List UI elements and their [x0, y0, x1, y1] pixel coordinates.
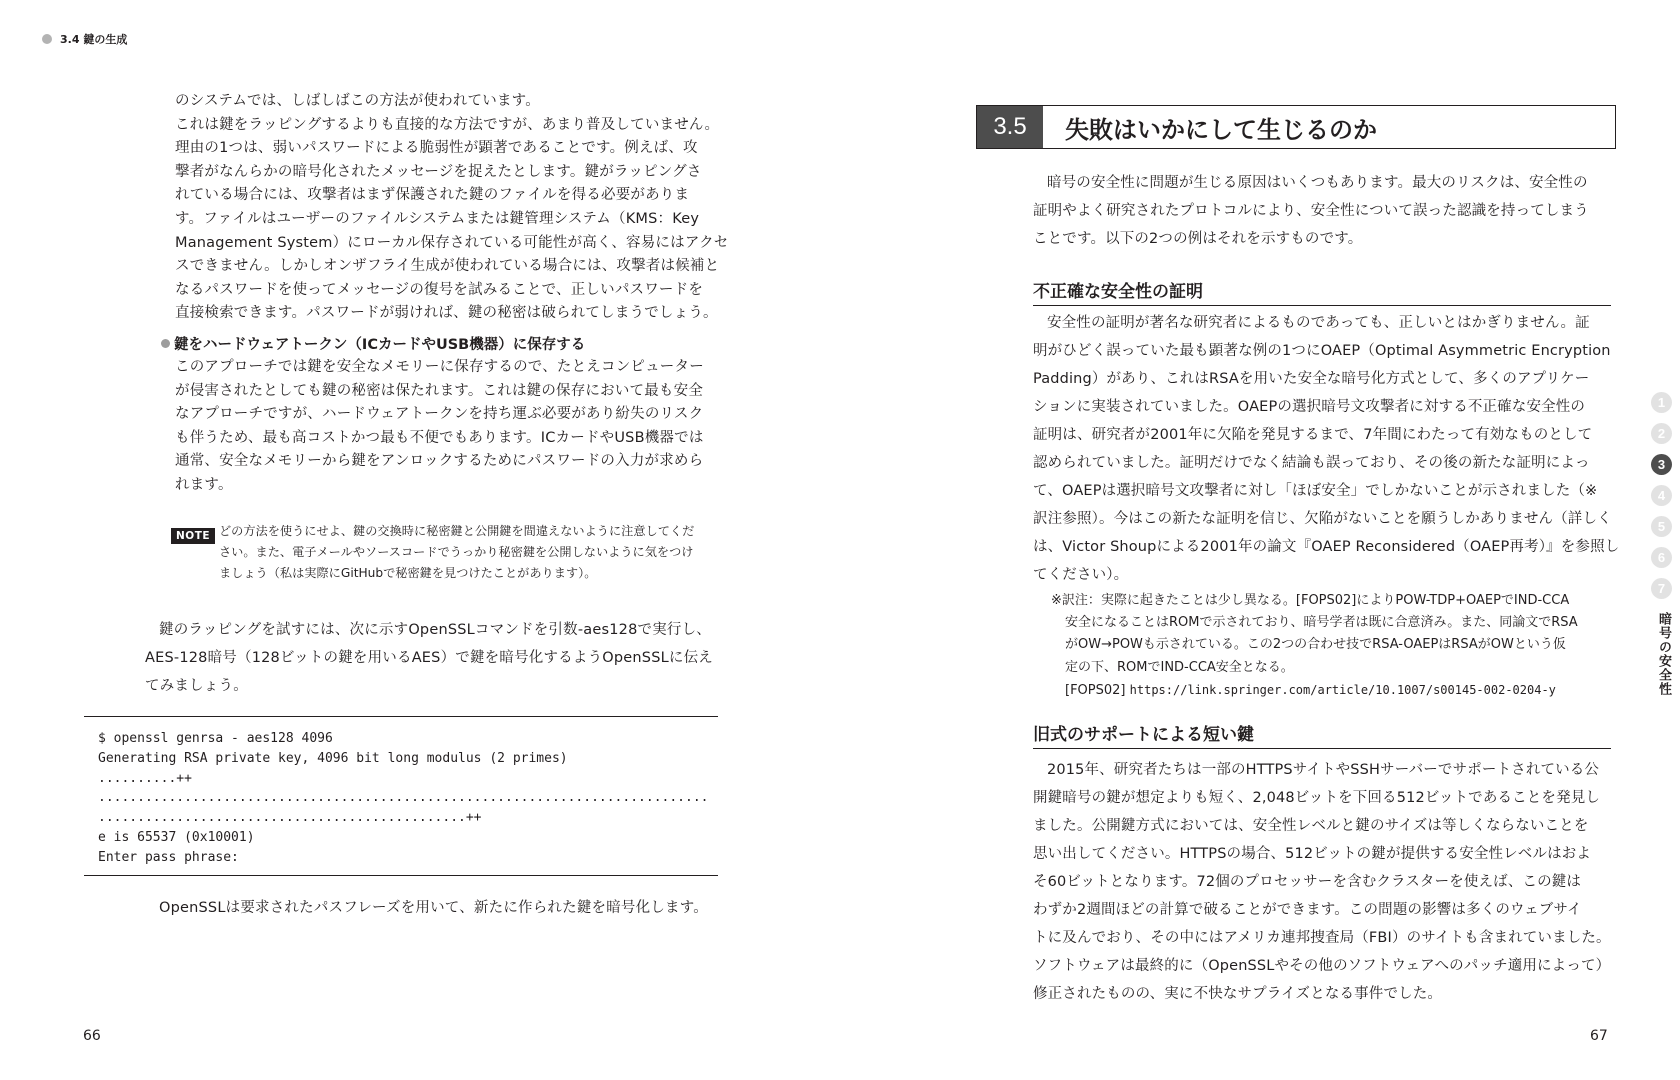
text-line: が侵害されたとしても鍵の秘密は保たれます。これは鍵の保存において最も安全 [175, 382, 704, 399]
paragraph-wrapping-test [145, 616, 713, 700]
text-line: は、Victor Shoupによる2001年の論文『OAEP Reconsidered（OAEP再考）』を参照し [1033, 539, 1620, 555]
text-line: れている場合には、攻撃者はまず保護された鍵のファイルを得る必要がありま [175, 187, 690, 204]
bullet-heading [161, 333, 585, 354]
chapter-tab-7[interactable]: 7 [1651, 578, 1672, 599]
text-line: のシステムでは、しばしばこの方法が使われています。 [175, 93, 540, 109]
code-line: e is 65537 (0x10001) [98, 829, 255, 845]
text-line: 明がひどく誤っていた最も顕著な例の1つにOAEP（Optimal Asymmetric Encryption [1033, 343, 1611, 359]
bullet-circle-icon [161, 339, 170, 348]
text-line: 思い出してください。HTTPSの場合、512ビットの鍵が提供する安全性レベルはおよ [1033, 846, 1592, 862]
footnote-reference [1051, 679, 1578, 702]
note-line: どの方法を使うにせよ、鍵の交換時に秘密鍵と公開鍵を間違えないように注意してくだ [219, 524, 695, 538]
page-number-left: 66 [83, 1028, 101, 1044]
text-line: 直接検索できます。パスワードが弱ければ、鍵の秘密は破られてしまうでしょう。 [175, 305, 718, 322]
subheading-incorrect-proofs: 不正確な安全性の証明 [1033, 277, 1611, 306]
note-line: ましょう（私は実際にGitHubで秘密鍵を見つけたことがあります）。 [219, 566, 597, 580]
text-line: てみましょう。 [145, 678, 248, 694]
text-line: ました。公開鍵方式においては、安全性レベルと鍵のサイズは等しくならないことを [1033, 818, 1589, 834]
text-line: 通常、安全なメモリーから鍵をアンロックするためにパスワードの入力が求めら [175, 453, 704, 470]
code-line: Enter pass phrase: [98, 849, 239, 865]
note-line: さい。また、電子メールやソースコードでうっかり秘密鍵を公開しないように気をつけ [219, 545, 694, 559]
text-line: 鍵のラッピングを試すには、次に示すOpenSSLコマンドを引数-aes128で実行し、 [159, 622, 712, 638]
chapter-tab-6[interactable]: 6 [1651, 547, 1672, 568]
text-line: 証明やよく研究されたプロトコルにより、安全性について誤った認識を持ってしまう [1033, 203, 1589, 219]
section-number: 3.5 [977, 106, 1043, 148]
text-line: 訳注参照）。今はこの新たな証明を信じ、欠陥がないことを願うしかありません（詳しく [1033, 511, 1612, 527]
text-line: このアプローチでは鍵を安全なメモリーに保存するので、たとえコンピューター [175, 359, 704, 375]
code-block [84, 716, 718, 876]
chapter-tab-2[interactable]: 2 [1651, 423, 1672, 444]
text-line: 理由の1つは、弱いパスワードによる脆弱性が顕著であることです。例えば、攻 [175, 140, 698, 157]
paragraph-openssl-result: OpenSSLは要求されたパスフレーズを用いて、新たに作られた鍵を暗号化します。 [159, 900, 708, 916]
text-line: Management System）にローカル保存されている可能性が高く、容易にはアクセ [175, 234, 729, 251]
text-line: 安全性の証明が著名な研究者によるものであっても、正しいとはかぎりません。証 [1047, 315, 1590, 331]
note-badge: NOTE [171, 528, 215, 544]
text-line: 証明は、研究者が2001年に欠陥を発見するまで、7年間にわたって有効なものとして [1033, 427, 1593, 443]
section-reference [42, 31, 127, 47]
text-line: トに及んでおり、その中にはアメリカ連邦捜査局（FBI）のサイトも含まれていました。 [1033, 930, 1611, 946]
translator-footnote [1051, 590, 1578, 702]
footnote-line: ※訳注：実際に起きたことは少し異なる。[FOPS02]によりPOW-TDP+OAEPでIND-CCA [1051, 593, 1570, 608]
text-line: わずか2週間ほどの計算で破ることができます。この問題の影響は多くのウェブサイ [1033, 902, 1582, 918]
paragraph-short-keys [1033, 756, 1611, 1008]
footnote-url[interactable]: https://link.springer.com/article/10.1007/s00145-002-0204-y [1129, 682, 1556, 697]
text-line: す。ファイルはユーザーのファイルシステムまたは鍵管理システム（KMS：Key [175, 210, 700, 227]
footnote-line: がOW→POWも示されている。この2つの合わせ技でRSA-OAEPはRSAがOWという仮 [1065, 637, 1566, 653]
paragraph-key-derivation [175, 90, 728, 326]
text-line: て、OAEPは選択暗号文攻撃者に対し「ほぼ安全」でしかないことが示されました（※ [1033, 483, 1598, 499]
chapter-label: 暗号の安全性 [1656, 612, 1671, 696]
text-line: も伴うため、最も高コストかつ最も不便でもあります。ICカードやUSB機器では [175, 429, 704, 446]
chapter-tabs [1651, 392, 1672, 599]
paragraph-hardware-token [175, 356, 704, 498]
note-box [171, 524, 215, 543]
text-line: スできません。しかしオンザフライ生成が使われている場合には、攻撃者は候補と [175, 258, 720, 275]
text-line: てください）。 [1033, 567, 1129, 583]
footnote-ref-label: [FOPS02] [1065, 682, 1126, 698]
section-intro [1033, 169, 1589, 253]
code-line: ..........++ [98, 770, 192, 786]
text-line: ソフトウェアは最終的に（OpenSSLやその他のソフトウェアへのパッチ適用によって） [1033, 958, 1611, 974]
text-line: 修正されたものの、実に不快なサプライズとなる事件でした。 [1033, 986, 1443, 1002]
bullet-circle-icon [42, 34, 52, 44]
text-line: 開鍵暗号の鍵が想定よりも短く、2,048ビットを下回る512ビットであることを発見し [1033, 790, 1601, 806]
page-number-right: 67 [1590, 1028, 1608, 1044]
subheading-short-keys: 旧式のサポートによる短い鍵 [1033, 720, 1611, 749]
section-heading [976, 105, 1616, 149]
paragraph-incorrect-proofs [1033, 309, 1619, 589]
text-line: そ60ビットとなります。72個のプロセッサーを含むクラスターを使えば、この鍵は [1033, 874, 1582, 890]
code-line: Generating RSA private key, 4096 bit long modulus (2 primes) [98, 750, 568, 766]
text-line: ことです。以下の2つの例はそれを示すものです。 [1033, 231, 1363, 247]
text-line: 撃者がなんらかの暗号化されたメッセージを捉えたとします。鍵がラッピングさ [175, 163, 702, 180]
text-line: なるパスワードを使ってメッセージの復号を試みることで、正しいパスワードを [175, 281, 704, 298]
footnote-line: 安全になることはROMで示されており、暗号学者は既に合意済み。また、同論文でRSA [1065, 615, 1578, 631]
text-line: ションに実装されていました。OAEPの選択暗号文攻撃者に対する不正確な安全性の [1033, 399, 1586, 415]
footnote-line: 定の下、ROMでIND-CCA安全となる。 [1065, 659, 1294, 675]
code-line: .............................................................................. [98, 790, 709, 806]
text-line: なアプローチですが、ハードウェアトークンを持ち運ぶ必要があり紛失のリスク [175, 406, 704, 423]
chapter-tab-5[interactable]: 5 [1651, 516, 1672, 537]
chapter-tab-1[interactable]: 1 [1651, 392, 1672, 413]
code-line: ...............................................++ [98, 810, 482, 826]
text-line: れます。 [175, 476, 233, 493]
text-line: 暗号の安全性に問題が生じる原因はいくつもあります。最大のリスクは、安全性の [1047, 175, 1588, 191]
text-line: 2015年、研究者たちは一部のHTTPSサイトやSSHサーバーでサポートされている公 [1047, 762, 1600, 778]
section-title: 失敗はいかにして生じるのか [1065, 115, 1377, 144]
section-reference-text: 3.4 鍵の生成 [60, 33, 128, 46]
text-line: 認められていました。証明だけでなく結論も誤っており、その後の新たな証明によっ [1033, 455, 1590, 471]
chapter-tab-3[interactable]: 3 [1651, 454, 1672, 475]
bullet-heading-text: 鍵をハードウェアトークン（ICカードやUSB機器）に保存する [174, 337, 586, 353]
text-line: これは鍵をラッピングするよりも直接的な方法ですが、あまり普及していません。 [175, 116, 720, 133]
chapter-tab-4[interactable]: 4 [1651, 485, 1672, 506]
code-line: $ openssl genrsa - aes128 4096 [98, 731, 333, 746]
text-line: Padding）があり、これはRSAを用いた安全な暗号化方式として、多くのアプリケー [1033, 371, 1590, 387]
note-text [219, 521, 694, 584]
text-line: AES-128暗号（128ビットの鍵を用いるAES）で鍵を暗号化するようOpenSSLに伝え [145, 650, 713, 666]
